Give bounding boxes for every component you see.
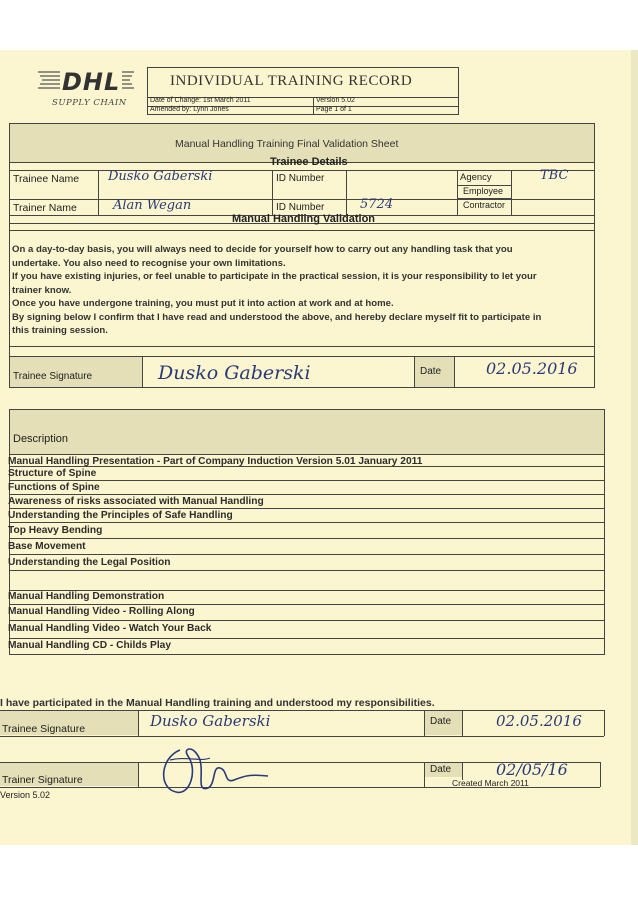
trainer-name-value[interactable]: Alan Wegan <box>113 198 192 213</box>
description-item: Manual Handling Demonstration <box>8 591 165 602</box>
validation-heading: Manual Handling Validation <box>232 213 376 225</box>
page-label: Page 1 of 1 <box>316 106 352 113</box>
contractor-label: Contractor <box>463 200 506 210</box>
trainee-name-label: Trainee Name <box>13 173 80 185</box>
col-line <box>457 170 458 215</box>
paragraph-line: By signing below I confirm that I have read and understood the above, and hereby declare myself fit to participate in <box>12 311 542 323</box>
trainer-signature-scribble <box>150 740 280 802</box>
footer-date-value-2[interactable]: 02/05/16 <box>496 760 568 779</box>
agency-row-line <box>457 198 511 199</box>
date-value[interactable]: 02.05.2016 <box>486 359 578 378</box>
footer-date-label-2: Date <box>430 764 452 775</box>
amended-by: Amended by: Lynn Jones <box>150 106 229 113</box>
participation-statement: I have participated in the Manual Handling training and understood my responsibilities. <box>0 697 435 709</box>
col-line <box>142 356 143 388</box>
trainer-id-label: ID Number <box>276 202 325 213</box>
id-number-label: ID Number <box>276 173 325 184</box>
paper-edge <box>631 50 638 845</box>
trainee-name-value[interactable]: Dusko Gaberski <box>108 169 213 184</box>
paragraph-line: trainer know. <box>12 284 72 296</box>
date-of-change: Date of Change: 1st March 2011 <box>150 97 251 104</box>
trainer-id-value[interactable]: 5724 <box>360 197 394 212</box>
description-heading: Description <box>13 433 69 445</box>
trainee-signature-label: Trainee Signature <box>13 371 93 382</box>
version-label: Version 5.02 <box>316 97 355 104</box>
sheet-title: Manual Handling Training Final Validation Sheet <box>175 138 399 150</box>
row-line <box>9 170 595 171</box>
trainee-signature-value[interactable]: Dusko Gaberski <box>158 362 311 384</box>
footer-date-value-1[interactable]: 02.05.2016 <box>496 712 582 730</box>
description-item: Manual Handling CD - Childs Play <box>8 640 172 651</box>
form-title: INDIVIDUAL TRAINING RECORD <box>170 73 413 89</box>
col-line <box>414 356 415 388</box>
description-item: Top Heavy Bending <box>8 525 103 536</box>
paragraph-line: If you have existing injuries, or feel unable to participate in the practical session, it is your responsibility to let your <box>12 271 537 282</box>
paragraph-line: Once you have undergone training, you must put it into action at work and at home. <box>12 298 394 309</box>
row-line <box>9 346 595 347</box>
title-col-divider <box>313 97 314 115</box>
agency-label: Agency <box>460 172 492 183</box>
col-line <box>272 170 273 215</box>
row-line <box>9 230 595 231</box>
description-item: Manual Handling Presentation - Part of Company Induction Version 5.01 January 2011 <box>8 456 423 467</box>
trainee-details-heading: Trainee Details <box>270 156 348 168</box>
description-item: Functions of Spine <box>8 482 100 493</box>
description-item: Base Movement <box>8 541 86 552</box>
description-item: Manual Handling Video - Watch Your Back <box>8 623 212 634</box>
trainer-signature-label: Trainer Signature <box>2 774 83 786</box>
validation-paragraph <box>12 243 594 338</box>
description-item: Understanding the Principles of Safe Handling <box>8 510 233 521</box>
agency-value[interactable]: TBC <box>540 168 569 183</box>
col-line <box>454 356 455 388</box>
logo-tagline: SUPPLY CHAIN <box>52 98 127 108</box>
footer-line <box>0 736 604 737</box>
trainer-name-label: Trainer Name <box>13 202 77 214</box>
footer-trainee-signature-value[interactable]: Dusko Gaberski <box>150 712 271 730</box>
paragraph-line: undertake. You also need to recognise your own limitations. <box>12 257 286 269</box>
description-item: Structure of Spine <box>8 468 97 479</box>
footer-version: Version 5.02 <box>0 790 51 800</box>
dhl-logo <box>36 66 136 112</box>
date-label: Date <box>420 366 442 377</box>
description-item: Understanding the Legal Position <box>8 557 171 568</box>
paragraph-line: On a day-to-day basis, you will always need to decide for yourself how to carry out any handling task that you <box>12 244 513 255</box>
description-item: Manual Handling Video - Rolling Along <box>8 606 195 617</box>
employee-label: Employee <box>463 186 504 196</box>
logo-text: DHL <box>62 68 121 96</box>
col-line <box>346 170 347 215</box>
row-line <box>9 199 595 200</box>
paragraph-line: this training session. <box>12 325 108 336</box>
footer-date-label-1: Date <box>430 716 452 727</box>
col-line <box>98 170 99 215</box>
description-item: Awareness of risks associated with Manual Handling <box>8 496 264 507</box>
col-line <box>511 170 512 215</box>
created-label: Created March 2011 <box>452 778 529 788</box>
footer-trainee-signature-label: Trainee Signature <box>2 723 86 735</box>
